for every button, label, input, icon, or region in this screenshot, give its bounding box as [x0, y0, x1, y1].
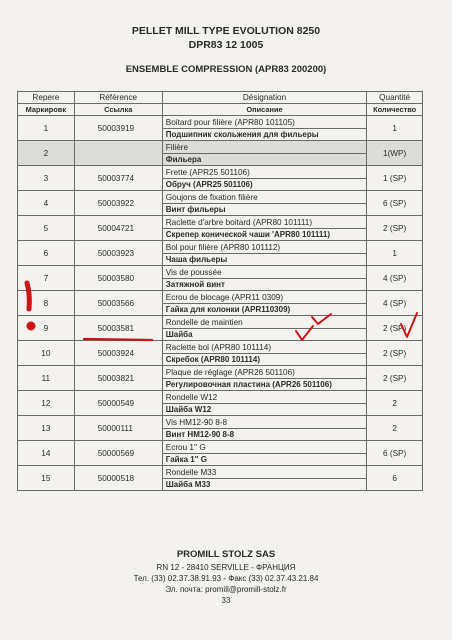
quantity-cell: 2 (SP): [367, 341, 423, 366]
reference-cell: 50000569: [74, 441, 162, 466]
designation-ru-cell: Скребок (APR80 101114): [162, 354, 367, 366]
reference-cell: 50003919: [74, 116, 162, 141]
quantity-cell: 1: [367, 241, 423, 266]
reference-cell: 50003821: [74, 366, 162, 391]
reference-cell: 50003774: [74, 166, 162, 191]
repere-cell: 2: [18, 141, 75, 166]
designation-fr-cell: Rondelle W12: [162, 391, 367, 404]
designation-ru-cell: Шайба W12: [162, 404, 367, 416]
col-header-opisanie: Описание: [162, 104, 367, 116]
quantity-cell: 2: [367, 416, 423, 441]
repere-cell: 3: [18, 166, 75, 191]
reference-cell: 50003580: [74, 266, 162, 291]
designation-ru-cell: Обруч (APR25 501106): [162, 179, 367, 191]
designation-fr-cell: Raclette d'arbre boitard (APR80 101111): [162, 216, 367, 229]
repere-cell: 11: [18, 366, 75, 391]
repere-cell: 6: [18, 241, 75, 266]
footer-phone: Тел. (33) 02.37.38.91.93 - Факс (33) 02.37.43.21.84: [133, 574, 319, 583]
quantity-cell: 6: [367, 466, 423, 491]
reference-cell: 50003581: [74, 316, 162, 341]
designation-fr-cell: Ecrou 1'' G: [162, 441, 367, 454]
quantity-cell: 2: [367, 391, 423, 416]
designation-ru-cell: Фильера: [162, 154, 367, 166]
reference-cell: 50004721: [74, 216, 162, 241]
col-header-quantite: Quantité: [367, 92, 423, 104]
reference-cell: 50003924: [74, 341, 162, 366]
document-code: DPR83 12 1005: [188, 39, 264, 51]
checkmark-ref-icon: [312, 314, 331, 324]
repere-cell: 15: [18, 466, 75, 491]
repere-cell: 8: [18, 291, 75, 316]
quantity-cell: 1 (SP): [367, 166, 423, 191]
page-number: 33: [221, 596, 231, 605]
reference-cell: 50000549: [74, 391, 162, 416]
col-header-ssylka: Ссылка: [74, 104, 162, 116]
footer-address: RN 12 - 28410 SERVILLE - ФРАНЦИЯ: [156, 563, 296, 572]
designation-fr-cell: Rondelle M33: [162, 466, 367, 479]
designation-ru-cell: Гайка 1'' G: [162, 454, 367, 466]
footer-email: Эл. почта: promill@promill-stolz.fr: [165, 585, 287, 594]
designation-fr-cell: Vis HM12-90 8-8: [162, 416, 367, 429]
designation-fr-cell: Raclette bol (APR80 101114): [162, 341, 367, 354]
designation-fr-cell: Bol pour filière (APR80 101112): [162, 241, 367, 254]
col-header-reference: Référence: [74, 92, 162, 104]
checkmark-designation-icon: [296, 326, 313, 340]
reference-cell: 50000518: [74, 466, 162, 491]
designation-fr-cell: Frette (APR25 501106): [162, 166, 367, 179]
col-header-designation: Désignation: [162, 92, 367, 104]
checkmark-quantity-icon: [401, 313, 417, 337]
designation-ru-cell: Скрепер конической чаши 'APR80 101111): [162, 229, 367, 241]
underline-mark-icon: [84, 339, 152, 340]
repere-cell: 12: [18, 391, 75, 416]
repere-cell: 5: [18, 216, 75, 241]
designation-fr-cell: Plaque de réglage (APR26 501106): [162, 366, 367, 379]
repere-cell: 4: [18, 191, 75, 216]
designation-ru-cell: Затяжной винт: [162, 279, 367, 291]
repere-cell: 9: [18, 316, 75, 341]
quantity-cell: 6 (SP): [367, 191, 423, 216]
designation-ru-cell: Шайба: [162, 329, 367, 341]
exclamation-mark-icon: [27, 283, 29, 309]
repere-cell: 10: [18, 341, 75, 366]
designation-ru-cell: Винт фильеры: [162, 204, 367, 216]
designation-ru-cell: Регулировочная пластина (APR26 501106): [162, 379, 367, 391]
reference-cell: 50003923: [74, 241, 162, 266]
designation-fr-cell: Vis de poussée: [162, 266, 367, 279]
document-title: PELLET MILL TYPE EVOLUTION 8250: [131, 25, 321, 37]
quantity-cell: 4 (SP): [367, 266, 423, 291]
designation-fr-cell: Rondelle de maintien: [162, 316, 367, 329]
reference-cell: 50003922: [74, 191, 162, 216]
quantity-cell: 2 (SP): [367, 316, 423, 341]
designation-ru-cell: Гайка для колонки (APR110309): [162, 304, 367, 316]
col-header-markirovka: Маркировк: [18, 104, 75, 116]
quantity-cell: 2 (SP): [367, 216, 423, 241]
designation-fr-cell: Goujons de fixation filière: [162, 191, 367, 204]
quantity-cell: 2 (SP): [367, 366, 423, 391]
reference-cell: 50000111: [74, 416, 162, 441]
designation-ru-cell: Чаша фильеры: [162, 254, 367, 266]
quantity-cell: 6 (SP): [367, 441, 423, 466]
repere-cell: 1: [18, 116, 75, 141]
designation-fr-cell: Ecrou de blocage (APR11 0309): [162, 291, 367, 304]
quantity-cell: 1(WP): [367, 141, 423, 166]
footer-company: PROMILL STOLZ SAS: [176, 549, 276, 560]
exclamation-dot-icon: [27, 322, 36, 331]
repere-cell: 7: [18, 266, 75, 291]
designation-ru-cell: Винт HM12-90 8-8: [162, 429, 367, 441]
reference-cell: 50003566: [74, 291, 162, 316]
designation-fr-cell: Boitard pour filière (APR80 101105): [162, 116, 367, 129]
designation-fr-cell: Filière: [162, 141, 367, 154]
designation-ru-cell: Шайба M33: [162, 479, 367, 491]
repere-cell: 13: [18, 416, 75, 441]
designation-ru-cell: Подшипник скольжения для фильеры: [162, 129, 367, 141]
quantity-cell: 4 (SP): [367, 291, 423, 316]
col-header-repere: Repere: [18, 92, 75, 104]
col-header-kolichestvo: Количество: [367, 104, 423, 116]
repere-cell: 14: [18, 441, 75, 466]
assembly-subtitle: ENSEMBLE COMPRESSION (APR83 200200): [125, 64, 327, 75]
quantity-cell: 1: [367, 116, 423, 141]
